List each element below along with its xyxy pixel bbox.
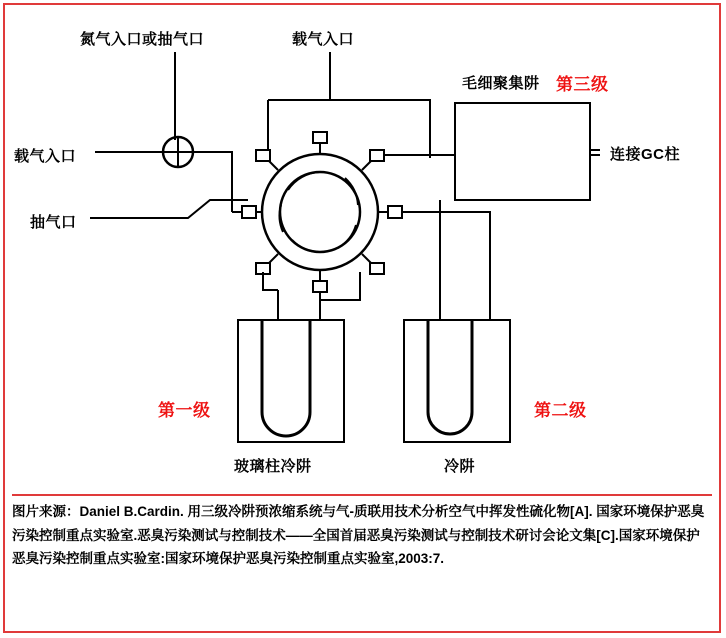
label-nitrogen-inlet: 氮气入口或抽气口: [80, 31, 205, 48]
source-caption: [12, 500, 712, 571]
rotary-arc-3: [338, 225, 356, 248]
label-stage-three: 第三级: [556, 75, 609, 94]
capillary-trap-box: [455, 103, 590, 200]
caption-text: 图片来源：Daniel B.Cardin. 用三级冷阱预浓缩系统与气-质联用技术分析空气中挥发性硫化物[A]. 国家环境保护恶臭污染控制重点实验室.恶臭污染测试与控制技术——全国首届恶臭污染测试与控制技术研讨会论文集[C].国家环境保护恶臭污染控制重点实验室:国家环境保护恶臭污染控制重点实验室,2003:7.: [12, 504, 705, 567]
stage-two-u-tube: [428, 320, 472, 434]
port-square-w: [242, 206, 256, 218]
port-square-s: [313, 281, 327, 292]
valve-outlet-line: [193, 152, 232, 212]
port-square-e: [388, 206, 402, 218]
top-loop-right: [268, 100, 430, 158]
label-gc-column-connection: 连接GC柱: [610, 146, 681, 163]
port-square-n: [313, 132, 327, 143]
port-square-ne: [370, 150, 384, 161]
label-carrier-gas-inlet-left: 载气入口: [14, 148, 77, 165]
label-stage-two: 第二级: [534, 401, 587, 420]
label-vacuum-port: 抽气口: [30, 214, 77, 231]
port-square-se: [370, 263, 384, 274]
vacuum-port-line: [90, 200, 248, 218]
label-capillary-trap: 毛细聚集阱: [462, 75, 540, 92]
caption-divider: [12, 494, 712, 496]
stage-one-outer-box: [238, 320, 344, 442]
port-square-nw: [256, 150, 270, 161]
stage-two-outer-box: [404, 320, 510, 442]
label-cold-trap: 冷阱: [444, 458, 476, 475]
label-stage-one: 第一级: [158, 401, 211, 420]
label-carrier-gas-inlet-top: 载气入口: [292, 31, 355, 48]
label-glass-bead-trap: 玻璃柱冷阱: [234, 458, 312, 475]
stage-two-feed-line: [402, 212, 490, 320]
stage-one-u-tube: [262, 320, 310, 436]
